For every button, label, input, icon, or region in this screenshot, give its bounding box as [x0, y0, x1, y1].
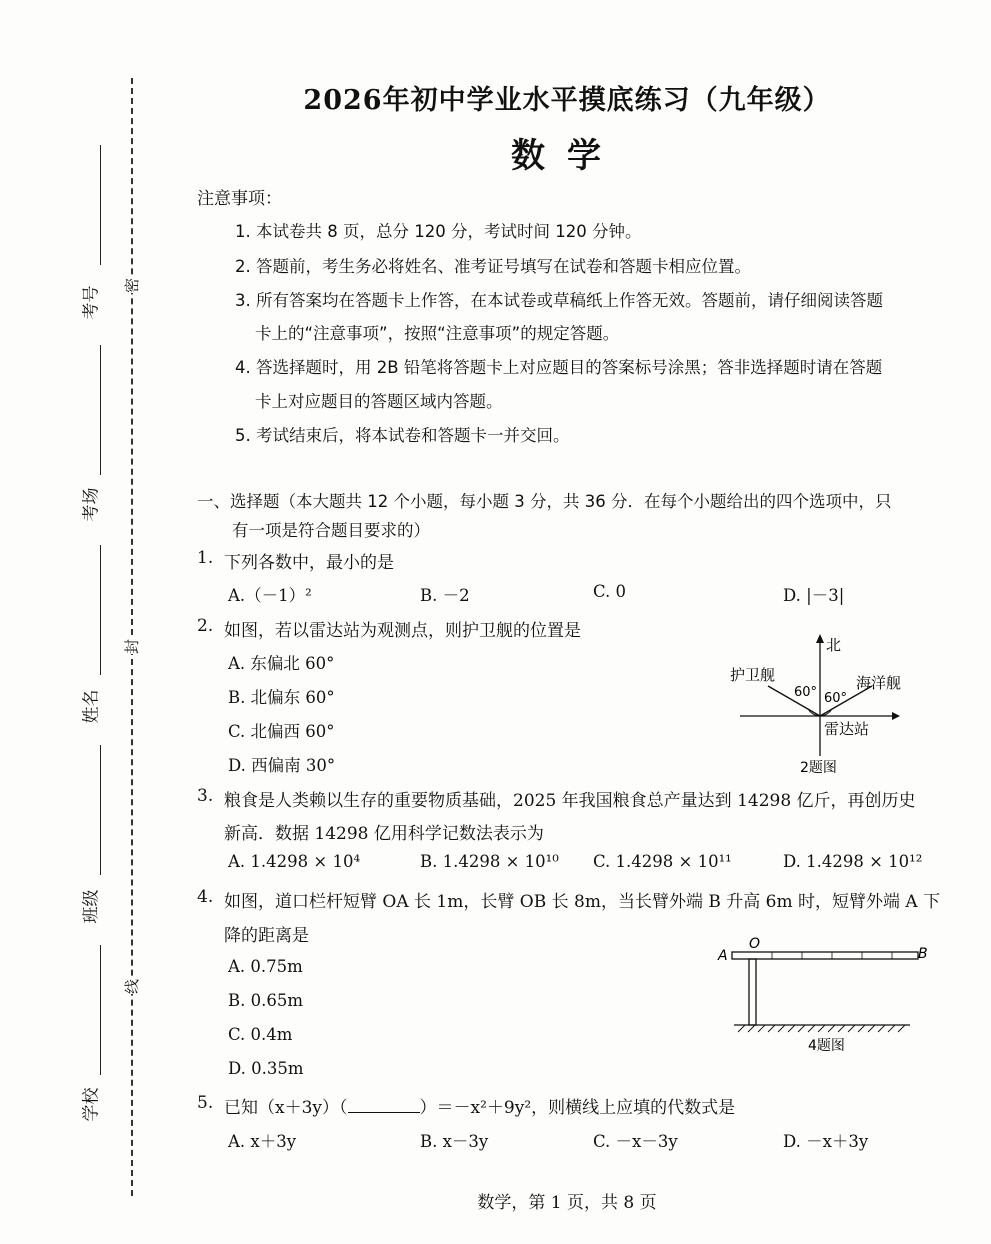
field-label-name: 姓名 [81, 689, 102, 724]
question-4-stem-cont: 降的距离是 [224, 926, 309, 946]
note-item: 卡上对应题目的答题区域内答题。 [255, 392, 503, 411]
question-5-stem-pre: 已知（x＋3y）（ [224, 1098, 348, 1118]
barrier-arm [732, 952, 918, 959]
section-heading: 一、选择题（本大题共 12 个小题，每小题 3 分，共 36 分．在每个小题给出的四个选项中，只 [197, 492, 892, 511]
q1-option-c: C. 0 [593, 582, 627, 601]
seal-char-3: 线 [118, 979, 145, 994]
q5-option-a: A. x＋3y [228, 1132, 297, 1151]
seal-char-1: 密 [118, 278, 145, 293]
question-2-number: 2. [197, 616, 214, 636]
question-3-stem: 粮食是人类赖以生存的重要物质基础，2025 年我国粮食总产量达到 14298 亿斤，再创历史 [224, 791, 916, 811]
seal-char-2: 封 [118, 639, 145, 654]
q2-option-b: B. 北偏东 60° [228, 688, 335, 707]
field-line-3 [100, 545, 101, 675]
note-item: 4. 答选择题时，用 2B 铅笔将答题卡上对应题目的答案标号涂黑；答非选择题时请在答题 [235, 358, 883, 377]
q2-option-c: C. 北偏西 60° [228, 722, 335, 741]
figure-q4 [712, 932, 940, 1062]
q1-option-b: B. －2 [420, 586, 470, 605]
north-label: 北 [826, 636, 842, 654]
q4-option-b: B. 0.65m [228, 991, 303, 1010]
q2-option-d: D. 西偏南 30° [228, 756, 336, 775]
field-label-exam-number: 考号 [81, 285, 102, 320]
barrier-post [749, 959, 756, 1025]
field-line-5 [100, 945, 101, 1075]
right-angle-label: 60° [824, 691, 848, 706]
question-2-stem: 如图，若以雷达站为观测点，则护卫舰的位置是 [224, 621, 581, 641]
q5-option-c: C. －x－3y [593, 1132, 678, 1151]
field-label-school: 学校 [81, 1087, 102, 1122]
field-line-2 [100, 345, 101, 475]
figure-q2 [730, 630, 910, 780]
q2-option-a: A. 东偏北 60° [228, 654, 335, 673]
page-footer: 数学，第 1 页，共 8 页 [477, 1193, 657, 1213]
point-b-label: B [918, 946, 928, 962]
question-4-stem: 如图，道口栏杆短臂 OA 长 1m，长臂 OB 长 8m，当长臂外端 B 升高 6m 时，短臂外端 A 下 [224, 892, 941, 912]
question-1-stem: 下列各数中，最小的是 [224, 553, 394, 573]
point-o-label: O [749, 936, 761, 952]
note-item: 1. 本试卷共 8 页，总分 120 分，考试时间 120 分钟。 [235, 222, 642, 241]
station-label: 雷达站 [824, 720, 870, 738]
q3-option-c: C. 1.4298 × 10¹¹ [593, 852, 732, 871]
note-item: 3. 所有答案均在答题卡上作答，在本试卷或草稿纸上作答无效。答题前，请仔细阅读答题 [235, 291, 883, 310]
right-ship-label: 海洋舰 [856, 674, 902, 692]
question-1-number: 1. [197, 548, 214, 568]
question-5-stem-post: ）＝－x²＋9y²，则横线上应填的代数式是 [419, 1098, 736, 1118]
note-item: 2. 答题前，考生务必将姓名、准考证号填写在试卷和答题卡相应位置。 [235, 257, 751, 276]
question-5-number: 5. [197, 1093, 214, 1113]
notes-heading: 注意事项： [197, 189, 282, 209]
q3-option-a: A. 1.4298 × 10⁴ [228, 852, 361, 871]
question-5-stem [224, 1093, 735, 1118]
question-4-number: 4. [197, 887, 214, 907]
q5-option-b: B. x－3y [420, 1132, 489, 1151]
note-item: 5. 考试结束后，将本试卷和答题卡一并交回。 [235, 426, 570, 445]
q4-option-d: D. 0.35m [228, 1059, 304, 1078]
note-item: 卡上的“注意事项”，按照“注意事项”的规定答题。 [255, 324, 620, 343]
field-label-exam-room: 考场 [81, 487, 102, 522]
answer-blank [348, 1098, 420, 1113]
q5-option-d: D. －x＋3y [783, 1132, 869, 1151]
q1-option-d: D. |－3| [783, 586, 845, 605]
question-3-stem-cont: 新高．数据 14298 亿用科学记数法表示为 [224, 824, 544, 844]
q3-option-d: D. 1.4298 × 10¹² [783, 852, 923, 871]
ground-hatch [738, 1025, 905, 1032]
left-ship-label: 护卫舰 [730, 666, 776, 684]
section-heading-cont: 有一项是符合题目要求的） [232, 521, 430, 540]
question-3-number: 3. [197, 786, 214, 806]
q4-option-c: C. 0.4m [228, 1025, 293, 1044]
q1-option-a: A.（－1）² [228, 586, 312, 605]
left-angle-label: 60° [794, 685, 818, 700]
east-arrow [892, 712, 900, 720]
field-label-class: 班级 [81, 889, 102, 924]
subject-title: 数学 [511, 136, 623, 176]
north-arrow [816, 634, 824, 643]
field-line-4 [100, 745, 101, 875]
page-title: 2026年初中学业水平摸底练习（九年级） [303, 85, 831, 116]
seal-line [131, 78, 133, 1196]
figure-caption: 4题图 [808, 1038, 845, 1054]
q3-option-b: B. 1.4298 × 10¹⁰ [420, 852, 559, 871]
q4-option-a: A. 0.75m [228, 957, 303, 976]
point-a-label: A [718, 948, 728, 964]
figure-caption: 2题图 [800, 760, 837, 776]
